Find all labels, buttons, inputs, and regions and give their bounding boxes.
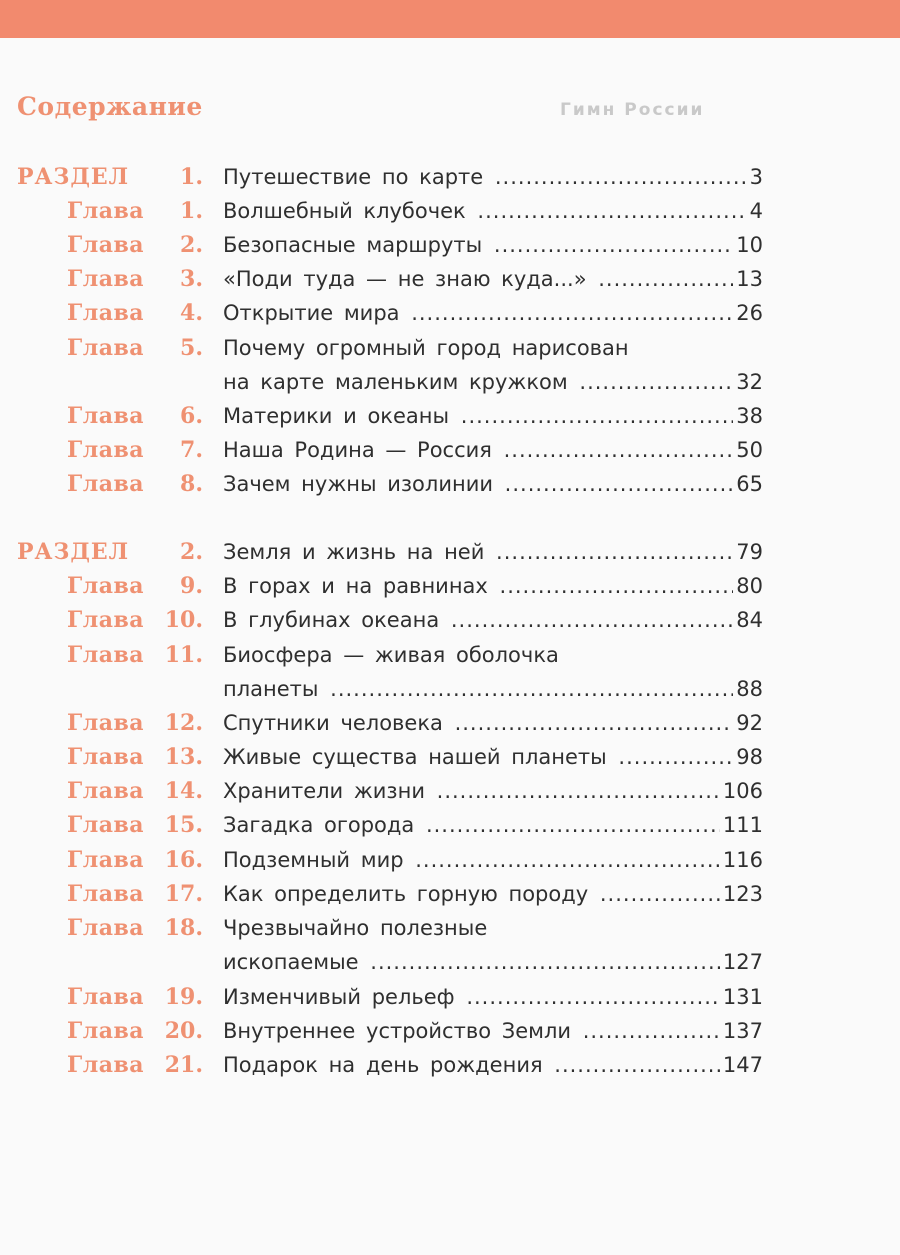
- toc-entry-kind: Глава: [67, 607, 144, 633]
- toc-entry-page: 111: [720, 810, 763, 840]
- toc-entry-page: 137: [720, 1016, 763, 1046]
- toc-entry-title: Почему огромный город нарисован: [223, 336, 629, 360]
- toc-entry-kind: РАЗДЕЛ: [17, 539, 130, 565]
- toc-entry-title: Загадка огорода .....: [223, 810, 763, 840]
- toc-entry-page: 79: [733, 537, 763, 567]
- toc-entry-title: В горах и на равнинах .....: [223, 571, 763, 601]
- toc-entry-page: 38: [733, 401, 763, 431]
- toc-entry-number: 12.: [164, 710, 203, 736]
- toc-entry-title: Чрезвычайно полезные: [223, 916, 488, 940]
- toc-entry-page: 131: [720, 982, 763, 1012]
- toc-chapter-row: [0, 435, 900, 465]
- toc-entry-page: 127: [720, 947, 763, 977]
- toc-entry-number: 1.: [180, 198, 203, 224]
- toc-entry-page: 106: [720, 776, 763, 806]
- toc-entry-title: Изменчивый рельеф .....: [223, 982, 763, 1012]
- toc-entry-title: Безопасные маршруты .....: [223, 230, 763, 260]
- toc-entry-number: 14.: [164, 778, 203, 804]
- toc-chapter-row: [0, 674, 900, 704]
- toc-entry-kind: Глава: [67, 812, 144, 838]
- toc-entry-title: Внутреннее устройство Земли .....: [223, 1016, 763, 1046]
- toc-chapter-row: [0, 401, 900, 431]
- toc-entry-title: «Поди туда — не знаю куда...» .....: [223, 264, 763, 294]
- toc-chapter-row: [0, 1016, 900, 1046]
- toc-chapter-row: [0, 367, 900, 397]
- toc-entry-number: 17.: [164, 881, 203, 907]
- show-through-header: Гимн России: [560, 100, 705, 120]
- toc-entry-title: планеты .....: [223, 674, 763, 704]
- toc-chapter-row: [0, 640, 900, 670]
- toc-entry-number: 7.: [180, 437, 203, 463]
- toc-entry-title: Спутники человека .....: [223, 708, 763, 738]
- toc-entry-number: 5.: [180, 335, 203, 361]
- toc-entry-kind: Глава: [67, 847, 144, 873]
- toc-entry-page: 26: [733, 298, 763, 328]
- toc-entry-page: 116: [720, 845, 763, 875]
- toc-entry-kind: Глава: [67, 881, 144, 907]
- toc-entry-title: Наша Родина — Россия .....: [223, 435, 763, 465]
- toc-entry-page: 147: [720, 1050, 763, 1080]
- toc-entry-page: 92: [733, 708, 763, 738]
- toc-entry-title: В глубинах океана .....: [223, 605, 763, 635]
- toc-entry-title: Живые существа нашей планеты .....: [223, 742, 763, 772]
- toc-chapter-row: [0, 605, 900, 635]
- toc-entry-title: Материки и океаны .....: [223, 401, 763, 431]
- toc-entry-page: 13: [733, 264, 763, 294]
- toc-entry-title: ископаемые .....: [223, 947, 763, 977]
- toc-entry-kind: Глава: [67, 744, 144, 770]
- toc-entry-kind: РАЗДЕЛ: [17, 164, 130, 190]
- toc-entry-page: 88: [733, 674, 763, 704]
- toc-entry-kind: Глава: [67, 778, 144, 804]
- toc-entry-number: 2.: [180, 539, 203, 565]
- toc-entry-kind: Глава: [67, 437, 144, 463]
- toc-entry-page: 32: [733, 367, 763, 397]
- toc-entry-title: Путешествие по карте .....: [223, 162, 763, 192]
- toc-entry-title: Подарок на день рождения .....: [223, 1050, 763, 1080]
- toc-entry-kind: Глава: [67, 232, 144, 258]
- toc-entry-page: 4: [747, 196, 763, 226]
- toc-chapter-row: [0, 1050, 900, 1080]
- toc-entry-kind: Глава: [67, 198, 144, 224]
- toc-entry-page: 65: [733, 469, 763, 499]
- toc-entry-kind: Глава: [67, 710, 144, 736]
- toc-entry-kind: Глава: [67, 915, 144, 941]
- toc-entry-title: Открытие мира .....: [223, 298, 763, 328]
- toc-entry-page: 50: [733, 435, 763, 465]
- toc-entry-number: 18.: [164, 915, 203, 941]
- toc-chapter-row: [0, 742, 900, 772]
- toc-entry-title: Хранители жизни .....: [223, 776, 763, 806]
- toc-entry-title: Подземный мир .....: [223, 845, 763, 875]
- toc-entry-title: Биосфера — живая оболочка: [223, 643, 559, 667]
- toc-entry-number: 1.: [180, 164, 203, 190]
- toc-entry-kind: Глава: [67, 1052, 144, 1078]
- toc-entry-number: 8.: [180, 471, 203, 497]
- toc-chapter-row: [0, 264, 900, 294]
- toc-entry-title: на карте маленьким кружком .....: [223, 367, 763, 397]
- toc-entry-number: 10.: [164, 607, 203, 633]
- toc-entry-title: Как определить горную породу .....: [223, 879, 763, 909]
- toc-entry-number: 11.: [164, 642, 203, 668]
- toc-entry-number: 19.: [164, 984, 203, 1010]
- toc-entry-kind: Глава: [67, 984, 144, 1010]
- toc-entry-number: 13.: [164, 744, 203, 770]
- toc-entry-title: Волшебный клубочек .....: [223, 196, 763, 226]
- toc-entry-kind: Глава: [67, 403, 144, 429]
- toc-entry-number: 20.: [164, 1018, 203, 1044]
- toc-chapter-row: [0, 879, 900, 909]
- toc-chapter-row: [0, 845, 900, 875]
- top-color-band: [0, 0, 900, 38]
- toc-entry-page: 123: [720, 879, 763, 909]
- toc-chapter-row: [0, 333, 900, 363]
- toc-entry-number: 3.: [180, 266, 203, 292]
- toc-entry-number: 16.: [164, 847, 203, 873]
- toc-chapter-row: [0, 571, 900, 601]
- page-title: Содержание: [17, 92, 203, 121]
- toc-chapter-row: [0, 913, 900, 943]
- toc-chapter-row: [0, 776, 900, 806]
- toc-entry-kind: Глава: [67, 1018, 144, 1044]
- toc-entry-title: Земля и жизнь на ней .....: [223, 537, 763, 567]
- toc-entry-number: 2.: [180, 232, 203, 258]
- toc-entry-page: 84: [733, 605, 763, 635]
- toc-entry-kind: Глава: [67, 642, 144, 668]
- toc-section-row: [0, 162, 900, 192]
- toc-entry-number: 9.: [180, 573, 203, 599]
- toc-entry-page: 80: [733, 571, 763, 601]
- toc-chapter-row: [0, 982, 900, 1012]
- toc-chapter-row: [0, 947, 900, 977]
- toc-entry-number: 15.: [164, 812, 203, 838]
- toc-entry-kind: Глава: [67, 266, 144, 292]
- toc-chapter-row: [0, 810, 900, 840]
- toc-entry-number: 6.: [180, 403, 203, 429]
- toc-chapter-row: [0, 469, 900, 499]
- toc-entry-page: 3: [747, 162, 763, 192]
- toc-chapter-row: [0, 230, 900, 260]
- toc-entry-kind: Глава: [67, 335, 144, 361]
- toc-entry-title: Зачем нужны изолинии .....: [223, 469, 763, 499]
- toc-entry-number: 4.: [180, 300, 203, 326]
- toc-entry-page: 98: [733, 742, 763, 772]
- toc-entry-number: 21.: [164, 1052, 203, 1078]
- toc-entry-kind: Глава: [67, 471, 144, 497]
- toc-chapter-row: [0, 298, 900, 328]
- toc-entry-kind: Глава: [67, 573, 144, 599]
- toc-section-row: [0, 537, 900, 567]
- toc-entry-page: 10: [733, 230, 763, 260]
- toc-chapter-row: [0, 708, 900, 738]
- toc-chapter-row: [0, 196, 900, 226]
- toc-entry-kind: Глава: [67, 300, 144, 326]
